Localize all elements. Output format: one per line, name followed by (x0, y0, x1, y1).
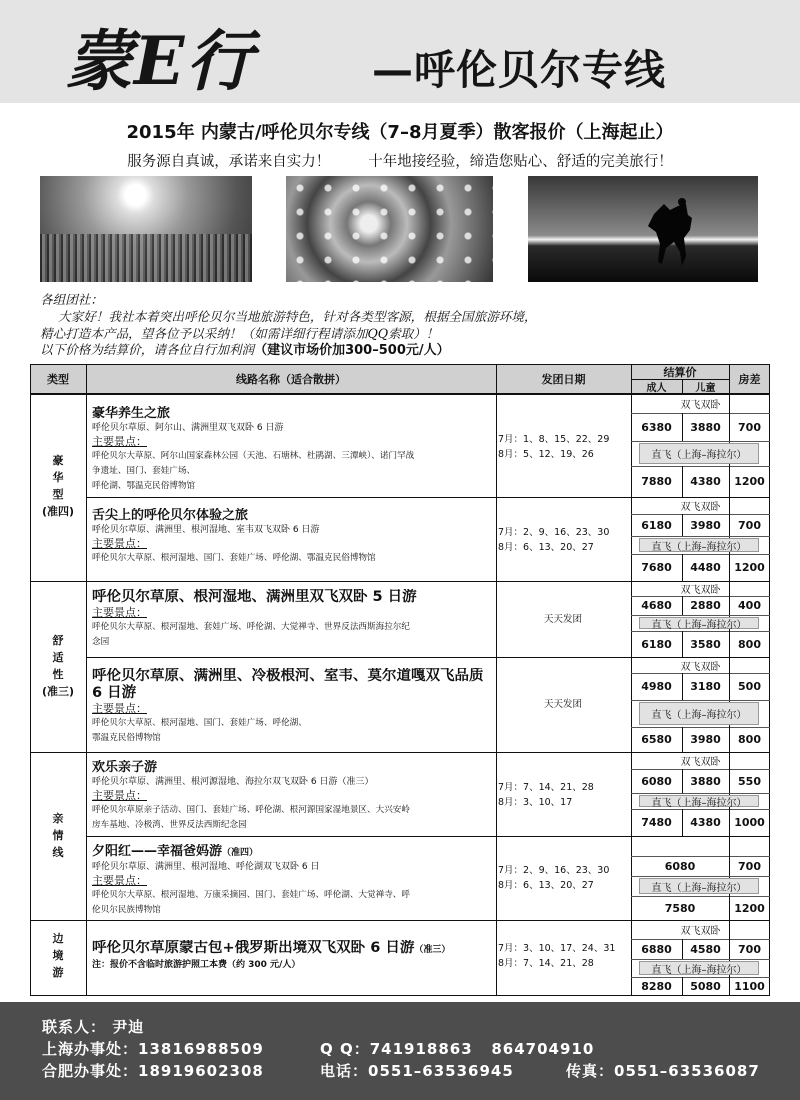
category-tag: (准四) (41, 505, 75, 518)
price-col-divider (682, 631, 683, 657)
departure-date-line: 8月：3、10、17 (498, 797, 573, 808)
category-tag: (准三) (41, 685, 75, 698)
letter-greeting: 各组团社： (40, 292, 103, 307)
category-char: 性 (52, 668, 64, 681)
sights-label: 主要景点： (92, 537, 147, 550)
departure-dates (498, 697, 628, 712)
category-1 (36, 452, 80, 520)
price-adult: 6180 (641, 518, 672, 532)
departure-date-line: 7月：2、9、16、23、30 (498, 865, 610, 876)
suggested-markup: （建议市场价加300–500元/人） (254, 343, 450, 359)
flight-mode: 双飞双卧 (680, 661, 721, 673)
price-col-divider (682, 413, 683, 441)
direct-flight-label: 直飞（上海–海拉尔） (639, 878, 759, 894)
flight-mode: 双飞双卧 (680, 926, 721, 937)
sights-line: 呼伦贝尔大草原、阿尔山国家森林公园（天池、石塘林、杜鹃湖、三潭峡）、诺门罕战 (92, 451, 415, 461)
contact-name: 尹迪 (112, 1018, 145, 1036)
sights-line: 念园 (92, 637, 110, 647)
sights-label: 主要景点： (92, 606, 147, 619)
price-child: 2880 (690, 599, 721, 612)
departure-date-line: 8月：5、12、19、26 (498, 449, 594, 460)
category-char: 情 (52, 829, 64, 842)
price-child: 3880 (690, 774, 721, 788)
page-title: 2015年 内蒙古/呼伦贝尔专线（7–8月夏季）散客报价（上海起止） (126, 122, 674, 143)
price-child-direct: 4380 (690, 475, 721, 488)
route-title-text: 欢乐亲子游 (92, 760, 158, 775)
flight-mode: 双飞双卧 (680, 502, 721, 513)
flight-mode: 双飞双卧 (680, 757, 721, 768)
category-char: 豪 (52, 454, 64, 467)
route-title-text: 舌尖上的呼伦贝尔体验之旅 (92, 508, 249, 523)
category-char: 边 (52, 932, 64, 945)
horse-rider-silhouette-icon (640, 196, 704, 268)
price-room-diff: 500 (738, 680, 761, 693)
route-title-text: 豪华养生之旅 (92, 406, 171, 421)
header-type: 类型 (47, 373, 69, 386)
header-route: 线路名称（适合散拼） (236, 373, 346, 386)
price-col-divider (682, 673, 683, 700)
price-room-diff-direct: 1100 (734, 980, 765, 993)
sights-line: 呼伦贝尔大草原、根河湿地、国门、套娃广场、呼伦湖、鄂温克民俗博物馆 (92, 553, 376, 563)
category-3 (36, 810, 80, 861)
departure-dates (498, 432, 628, 462)
price-col-divider (729, 466, 730, 497)
route-row (92, 406, 492, 495)
sights-label: 主要景点： (92, 435, 147, 448)
route-title (92, 508, 492, 524)
price-col-divider (729, 727, 730, 752)
price-room-diff: 400 (738, 599, 761, 612)
category-char: 线 (52, 846, 64, 859)
departure-date-line: 8月：6、13、20、27 (498, 542, 594, 553)
header-room-diff: 房差 (738, 373, 761, 386)
header-date: 发团日期 (541, 373, 586, 386)
price-room-diff: 700 (738, 859, 761, 873)
category-char: 境 (52, 949, 64, 962)
departure-date-line: 8月：7、14、21、28 (498, 958, 594, 969)
header-child: 儿童 (695, 383, 716, 394)
sights-line: 呼伦湖、鄂温克民俗博物馆 (92, 481, 196, 491)
price-child-direct: 3980 (690, 733, 721, 746)
brand-slogan: —呼伦贝尔专线 (372, 46, 666, 94)
price-col-divider (729, 769, 730, 793)
price-col-divider (682, 977, 683, 996)
price-col-divider (729, 673, 730, 700)
price-adult: 6880 (641, 942, 672, 956)
sights-line: 争遗址、国门、套娃广场、 (92, 466, 196, 476)
departure-dates (498, 525, 628, 555)
price-room-diff-direct: 800 (738, 733, 761, 746)
route-row (92, 760, 492, 834)
sights-line: 呼伦贝尔大草原、根河湿地、国门、套娃广场、呼伦湖、 (92, 718, 307, 728)
price-adult-direct: 6580 (641, 733, 672, 746)
price-room-diff-direct: 800 (738, 637, 761, 651)
price-adult-direct: 7580 (664, 901, 696, 915)
qq-label: Q Q： (320, 1040, 370, 1058)
route-grade-tag: （准三） (414, 945, 451, 955)
departure-dates (498, 780, 628, 810)
route-title (92, 940, 492, 959)
category-char: 游 (52, 966, 64, 979)
price-room-diff: 700 (738, 420, 761, 434)
header-price: 结算价 (663, 365, 697, 379)
price-col-divider (682, 596, 683, 615)
price-col-divider (682, 727, 683, 752)
route-grade-tag: （准四） (222, 848, 259, 858)
route-row (92, 668, 492, 750)
departure-date-line: 7月：2、9、16、23、30 (498, 527, 610, 538)
direct-flight-label: 直飞（上海–海拉尔） (639, 702, 759, 725)
route-itinerary: 注：报价不含临时旅游护照工本费（约 300 元/人） (92, 960, 301, 970)
flight-mode: 双飞双卧 (680, 585, 721, 596)
header-adult: 成人 (646, 383, 667, 394)
route-title-text: 呼伦贝尔草原蒙古包+俄罗斯出境双飞双卧 6 日游 (92, 940, 415, 956)
subtitle-left: 服务源自真诚，承诺来自实力！ (127, 154, 331, 170)
sights-line: 呼伦贝尔草原亲子活动、国门、套娃广场、呼伦湖、根河源国家湿地景区、大兴安岭 (92, 805, 410, 815)
category-char: 亲 (52, 812, 64, 825)
sights-line: 房车基地、冷极湾、世界反法西斯纪念园 (92, 820, 247, 830)
category-2 (36, 632, 80, 700)
price-col-divider (682, 554, 683, 581)
price-child: 3980 (690, 518, 721, 532)
route-title-text: 夕阳红——幸福爸妈游 (92, 844, 223, 859)
price-col-divider (682, 466, 683, 497)
price-child: 3880 (690, 420, 721, 434)
price-col-divider (729, 896, 730, 920)
qq-number-1: 741918863 (369, 1040, 473, 1058)
sights-label: 主要景点： (92, 702, 147, 715)
fax-label: 传真： (566, 1062, 615, 1080)
price-room-diff: 700 (738, 518, 761, 532)
price-child-direct: 3580 (690, 637, 721, 651)
sights-line: 伦贝尔民族博物馆 (92, 905, 161, 915)
price-adult: 6080 (664, 859, 696, 873)
route-title (92, 760, 492, 776)
price-adult-direct: 6180 (641, 637, 672, 651)
price-divider (631, 876, 770, 877)
qq-number-2: 864704910 (491, 1040, 595, 1058)
departure-date-line: 7月：3、10、17、24、31 (498, 943, 616, 954)
sights-label: 主要景点： (92, 789, 147, 802)
price-room-diff-direct: 1200 (734, 475, 765, 488)
price-child: 3180 (690, 680, 721, 693)
price-child-direct: 5080 (690, 980, 721, 993)
tel-number: 0551–63536945 (368, 1062, 514, 1080)
category-char: 舒 (52, 634, 64, 647)
shanghai-office-label: 上海办事处： (42, 1040, 139, 1058)
route-title (92, 406, 492, 422)
price-adult: 6380 (641, 420, 672, 434)
departure-dates (498, 863, 628, 893)
route-itinerary: 呼伦贝尔草原、满洲里、根河源湿地、海拉尔双飞双卧 6 日游（准三） (92, 777, 374, 787)
route-row (92, 844, 492, 918)
price-col-divider (729, 596, 730, 615)
departure-dates (498, 941, 628, 971)
direct-flight-label: 直飞（上海–海拉尔） (639, 538, 759, 552)
route-row (92, 508, 492, 579)
price-col-divider (729, 939, 730, 959)
sights-line: 鄂温克民俗博物馆 (92, 733, 161, 743)
price-adult-direct: 7680 (641, 561, 672, 574)
route-title (92, 844, 492, 861)
price-col-divider (682, 769, 683, 793)
hefei-office-label: 合肥办事处： (42, 1062, 139, 1080)
direct-flight-label: 直飞（上海–海拉尔） (639, 443, 759, 464)
category-char: 型 (52, 488, 64, 501)
price-room-diff: 550 (738, 774, 761, 788)
price-adult: 4980 (641, 680, 672, 693)
price-col-divider (729, 856, 730, 876)
contact-label: 联系人： (42, 1018, 107, 1036)
price-adult-direct: 7880 (641, 475, 672, 488)
subtitle (0, 150, 800, 171)
tel-label: 电话： (320, 1062, 369, 1080)
sights-label: 主要景点： (92, 874, 147, 887)
brand-logo: 蒙E行 (66, 22, 255, 100)
direct-flight-label: 直飞（上海–海拉尔） (639, 795, 759, 807)
price-col-divider (729, 809, 730, 836)
price-child-direct: 4480 (690, 561, 721, 574)
price-adult: 4680 (641, 599, 672, 612)
route-itinerary: 呼伦贝尔草原、满洲里、根河湿地、呼伦湖双飞双卧 6 日 (92, 862, 320, 872)
price-divider (631, 441, 770, 442)
sights-line: 呼伦贝尔大草原、根河湿地、万康采摘园、国门、套娃广场、呼伦湖、大觉禅寺、呼 (92, 890, 410, 900)
route-itinerary: 呼伦贝尔草原、阿尔山、满洲里双飞双卧 6 日游 (92, 423, 284, 433)
letter-to-agencies (40, 292, 770, 360)
price-adult-direct: 7480 (641, 816, 672, 829)
route-row (92, 940, 492, 994)
letter-line-3 (40, 342, 770, 360)
departure-date-line: 7月：7、14、21、28 (498, 782, 594, 793)
photo-sun-grassland (40, 176, 252, 282)
letter-line-1: 大家好！我社本着突出呼伦贝尔当地旅游特色，针对各类型客源，根据全国旅游环境， (58, 308, 537, 324)
price-room-diff-direct: 1200 (734, 561, 765, 574)
letter-line-2: 精心打造本产品，望各位予以采纳！（如需详细行程请添加QQ索取）！ (40, 325, 439, 341)
price-col-divider (729, 631, 730, 657)
departure-date-line: 8月：6、13、20、27 (498, 880, 594, 891)
flight-mode: 双飞双卧 (680, 400, 721, 411)
route-row (92, 589, 492, 655)
category-4 (36, 930, 80, 981)
hefei-office-phone: 18919602308 (138, 1062, 264, 1080)
price-child-direct: 4380 (690, 816, 721, 829)
letter-line-3-text: 以下价格为结算价，请各位自行加利润 (40, 342, 255, 358)
departure-date-line: 天天发团 (543, 614, 582, 625)
price-room-diff-direct: 1200 (734, 901, 765, 915)
price-col-divider (682, 939, 683, 959)
sights-line: 呼伦贝尔大草原、根河湿地、套娃广场、呼伦湖、大觉禅寺、世界反法西斯海拉尔纪 (92, 622, 410, 632)
direct-flight-label: 直飞（上海–海拉尔） (639, 617, 759, 629)
price-room-diff: 700 (738, 942, 761, 956)
route-title-text: 呼伦贝尔草原、满洲里、冷极根河、室韦、莫尔道嘎双飞品质 6 日游 (92, 668, 484, 701)
price-divider (631, 700, 770, 701)
header-banner (0, 0, 800, 103)
price-col-divider (729, 413, 730, 441)
shanghai-office-phone: 13816988509 (138, 1040, 264, 1058)
price-adult-direct: 8280 (641, 980, 672, 993)
subtitle-right: 十年地接经验，缔造您贴心、舒适的完美旅行！ (368, 154, 673, 170)
price-col-divider (729, 514, 730, 536)
price-child: 4580 (690, 942, 721, 956)
photo-wildflowers (286, 176, 493, 282)
fax-number: 0551–63536087 (614, 1062, 760, 1080)
route-title (92, 589, 492, 606)
price-col-divider (729, 977, 730, 996)
departure-date-line: 7月：1、8、15、22、29 (498, 434, 610, 445)
price-col-divider (682, 809, 683, 836)
route-title-text: 呼伦贝尔草原、根河湿地、满洲里双飞双卧 5 日游 (92, 589, 417, 605)
direct-flight-label: 直飞（上海–海拉尔） (639, 961, 759, 975)
route-title (92, 668, 492, 702)
price-col-divider (682, 514, 683, 536)
price-room-diff-direct: 1000 (734, 816, 765, 829)
contact-footer (0, 1002, 800, 1100)
category-char: 适 (52, 651, 64, 664)
departure-dates (498, 612, 628, 627)
price-adult: 6080 (641, 774, 672, 788)
price-col-divider (729, 554, 730, 581)
category-char: 华 (52, 471, 64, 484)
departure-date-line: 天天发团 (543, 699, 582, 710)
route-itinerary: 呼伦贝尔草原、满洲里、根河湿地、室韦双飞双卧 6 日游 (92, 525, 320, 535)
